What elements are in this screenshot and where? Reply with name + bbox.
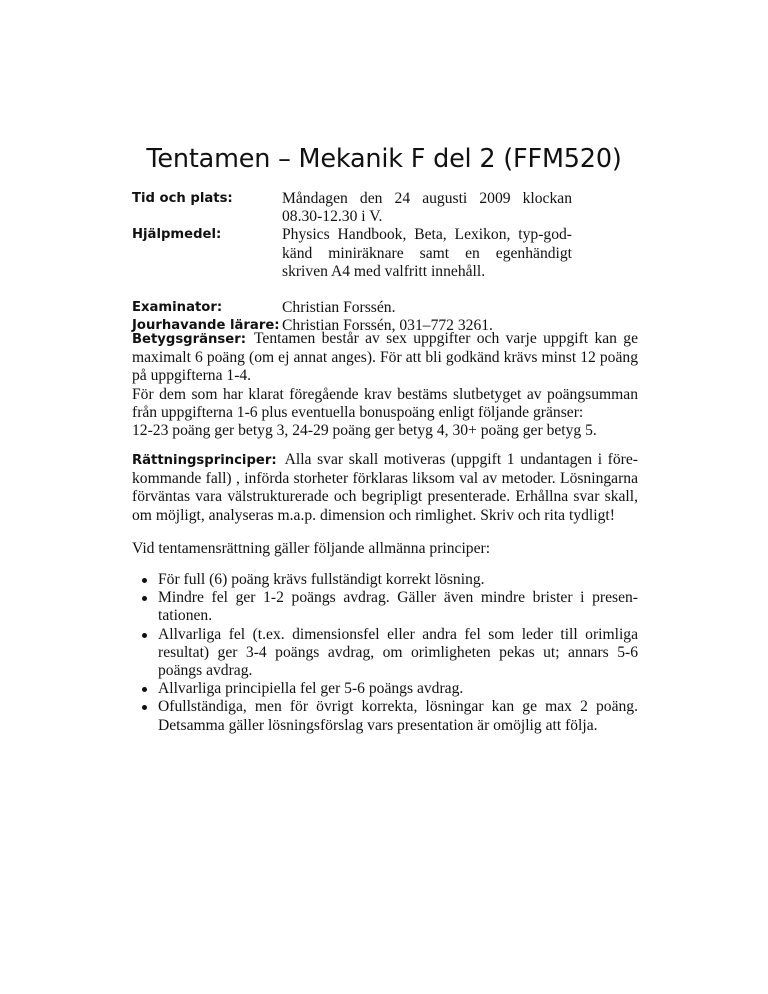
grading-heading: Betygsgränser:	[132, 332, 246, 347]
list-item-text: För full (6) poäng krävs fullständigt korrekt lösning.	[158, 571, 485, 588]
info-value: Physics Handbook, Beta, Lexikon, typ-godkänd miniräknare samt en egenhändigt skriven A4 med valfritt innehåll.	[282, 226, 572, 280]
principles-list	[132, 571, 638, 735]
grading-text-3: 12-23 poäng ger betyg 3, 24-29 poäng ger betyg 4, 30+ poäng ger betyg 5.	[132, 422, 597, 440]
page-title: Tentamen – Mekanik F del 2 (FFM520)	[146, 144, 622, 174]
grading-paragraph-1	[132, 330, 638, 386]
bullet-icon	[142, 705, 147, 710]
list-item	[132, 571, 638, 589]
info-label	[132, 226, 221, 244]
list-item-text: Ofullständiga, men för övrigt korrekta, lösningar kan ge max 2 poäng. Detsamma gäller lösningsförslag vars presentation är omöjlig att följa.	[158, 698, 638, 734]
info-label-text: Hjälpmedel:	[132, 227, 222, 243]
info-value: Måndagen den 24 augusti 2009 klockan 08.30-12.30 i V.	[282, 190, 572, 226]
bullet-icon	[142, 596, 147, 601]
principles-intro: Vid tentamensrättning gäller följande allmänna principer:	[132, 540, 491, 557]
bullet-icon	[142, 578, 147, 583]
principles-section	[132, 451, 638, 525]
info-label	[132, 299, 222, 317]
bullet-icon	[142, 687, 147, 692]
list-item-text: Mindre fel ger 1-2 poängs avdrag. Gäller även mindre brister i presentationen.	[158, 589, 638, 625]
principles-heading: Rättningsprinciper:	[132, 453, 277, 468]
list-item-text: Allvarliga fel (t.ex. dimensionsfel eller andra fel som leder till orimliga resultat) ger 3-4 poängs avdrag, om orimligheten pekas ut; annars 5-6 poängs avdrag.	[158, 625, 638, 680]
info-label-text: Jourhavande lärare:	[132, 318, 280, 334]
list-item	[132, 698, 638, 734]
principles-text: Alla svar skall motiveras (uppgift 1 undantagen i förekommande fall) , införda storheter förklaras liksom val av metoder. Lösningarna förväntas vara välstrukturerade och begripligt presenterade. Erhållna svar skall, om möjligt, analyseras m.a.p. dimension och rimlighet. Skriv och rita tydligt!	[132, 451, 638, 524]
info-value: Christian Forssén, 031–772 3261.	[282, 317, 493, 335]
info-value: Christian Forssén.	[282, 299, 396, 317]
list-item-text: Allvarliga principiella fel ger 5-6 poängs avdrag.	[158, 680, 464, 698]
list-item	[132, 589, 638, 625]
list-item	[132, 680, 638, 698]
info-label-text: Examinator:	[132, 300, 223, 316]
grading-text-2: För dem som har klarat föregående krav bestäms slutbetyget av poängsumman från uppgifterna 1-6 plus eventuella bonuspoäng enligt följande gränser:	[132, 385, 638, 421]
info-row-time-place	[132, 190, 602, 226]
info-row-aids	[132, 226, 602, 281]
exam-info-table	[132, 190, 602, 335]
list-item	[132, 626, 638, 681]
info-label	[132, 190, 233, 208]
grading-section	[132, 330, 638, 440]
bullet-icon	[142, 633, 147, 638]
info-label-text: Tid och plats:	[132, 191, 233, 206]
principles-paragraph	[132, 451, 638, 525]
grading-text-1: Tentamen består av sex uppgifter och varje uppgift kan ge maximalt 6 poäng (om ej annat anges). För att bli godkänd krävs minst 12 poäng på uppgifterna 1-4.	[132, 330, 638, 385]
info-row-examiner	[132, 299, 602, 317]
